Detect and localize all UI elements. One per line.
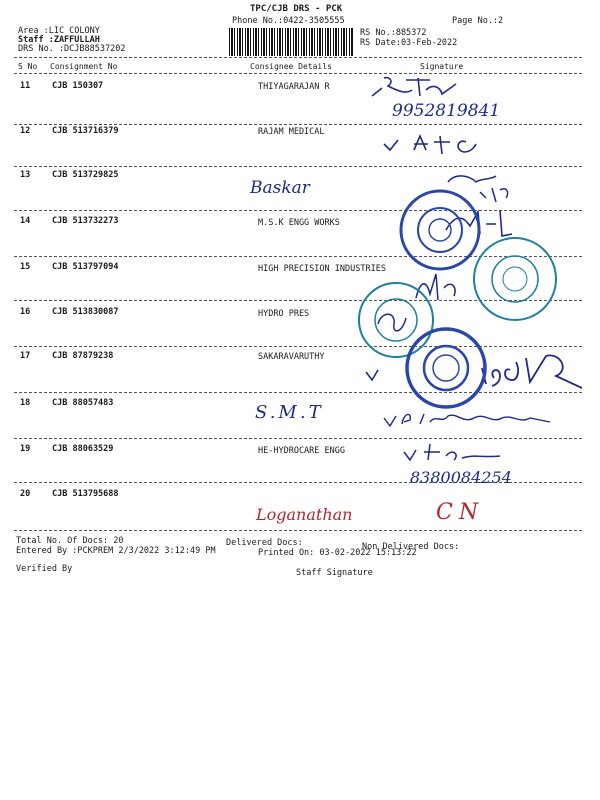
document-title: TPC/CJB DRS - PCK — [250, 4, 343, 14]
handwritten-name: S.M.T — [255, 402, 324, 423]
col-consignment: Consignment No — [50, 62, 118, 71]
entered-by: Entered By :PCKPREM 2/3/2022 3:12:49 PM — [16, 546, 216, 556]
handwritten-initials: CN — [436, 500, 485, 525]
total-docs: Total No. Of Docs: 20 — [16, 536, 124, 546]
barcode — [229, 28, 353, 56]
row-consignment: CJB 88063529 — [52, 444, 114, 454]
elite-engineering-stamp-small — [398, 188, 482, 272]
row-sno: 18 — [20, 398, 31, 408]
page-number: Page No.:2 — [452, 16, 504, 26]
row-sno: 13 — [20, 170, 31, 180]
elite-engineering-stamp — [404, 326, 488, 410]
row-consignee: HYDRO PRES — [258, 309, 310, 319]
rs-date: RS Date:03-Feb-2022 — [360, 38, 458, 48]
delivered-docs: Delivered Docs: — [226, 538, 303, 548]
rs-number: RS No.:885372 — [360, 28, 427, 38]
row-rule — [14, 530, 582, 531]
row-sno: 12 — [20, 126, 31, 136]
row-rule — [14, 124, 582, 125]
row-rule — [14, 166, 582, 167]
printed-on: Printed On: 03-02-2022 15:13:22 — [258, 548, 417, 558]
row-sno: 14 — [20, 216, 31, 226]
signature-row-19 — [400, 438, 510, 468]
row-consignee: RAJAM MEDICAL — [258, 127, 325, 137]
row-sno: 17 — [20, 351, 31, 361]
phone-number: Phone No.:0422-3505555 — [232, 16, 345, 26]
handwritten-name: Loganathan — [256, 505, 353, 524]
col-consignee: Consignee Details — [250, 62, 332, 71]
row-consignment: CJB 513830087 — [52, 307, 119, 317]
area-label: Area :LIC COLONY — [18, 26, 100, 36]
row-consignment: CJB 88057483 — [52, 398, 114, 408]
row-consignee: M.S.K ENGG WORKS — [258, 218, 340, 228]
row-consignment: CJB 513716379 — [52, 126, 119, 136]
handwritten-phone: 9952819841 — [392, 101, 501, 121]
non-delivered-docs: Non Delivered Docs: — [362, 542, 460, 552]
row-consignee: HE-HYDROCARE ENGG — [258, 446, 345, 456]
signature-row-12 — [380, 132, 510, 160]
staff-label: Staff :ZAFFULLAH — [18, 35, 100, 45]
handwritten-name: Baskar — [250, 178, 310, 198]
row-rule — [14, 346, 582, 347]
row-consignment: CJB 513729825 — [52, 170, 119, 180]
verified-by: Verified By — [16, 564, 73, 574]
handwritten-phone: 8380084254 — [410, 468, 512, 487]
row-consignee: SAKARAVARUTHY — [258, 352, 325, 362]
header-rule — [14, 57, 582, 58]
row-consignment: CJB 513797094 — [52, 262, 119, 272]
row-consignee: THIYAGARAJAN R — [258, 82, 330, 92]
row-sno: 15 — [20, 262, 31, 272]
row-sno: 11 — [20, 81, 31, 91]
row-consignment: CJB 150307 — [52, 81, 104, 91]
high-precision-stamp — [472, 236, 558, 322]
staff-signature: Staff Signature — [296, 568, 373, 578]
row-sno: 19 — [20, 444, 31, 454]
row-consignee: HIGH PRECISION INDUSTRIES — [258, 264, 386, 274]
row-sno: 16 — [20, 307, 31, 317]
row-consignment: CJB 513795688 — [52, 489, 119, 499]
row-sno: 20 — [20, 489, 31, 499]
row-consignment: CJB 87879238 — [52, 351, 114, 361]
col-sno: S No — [18, 62, 38, 71]
drs-number: DRS No. :DCJB88537202 — [18, 44, 126, 54]
row-consignment: CJB 513732273 — [52, 216, 119, 226]
signature-row-11 — [360, 74, 500, 104]
col-signature: Signature — [420, 62, 464, 71]
